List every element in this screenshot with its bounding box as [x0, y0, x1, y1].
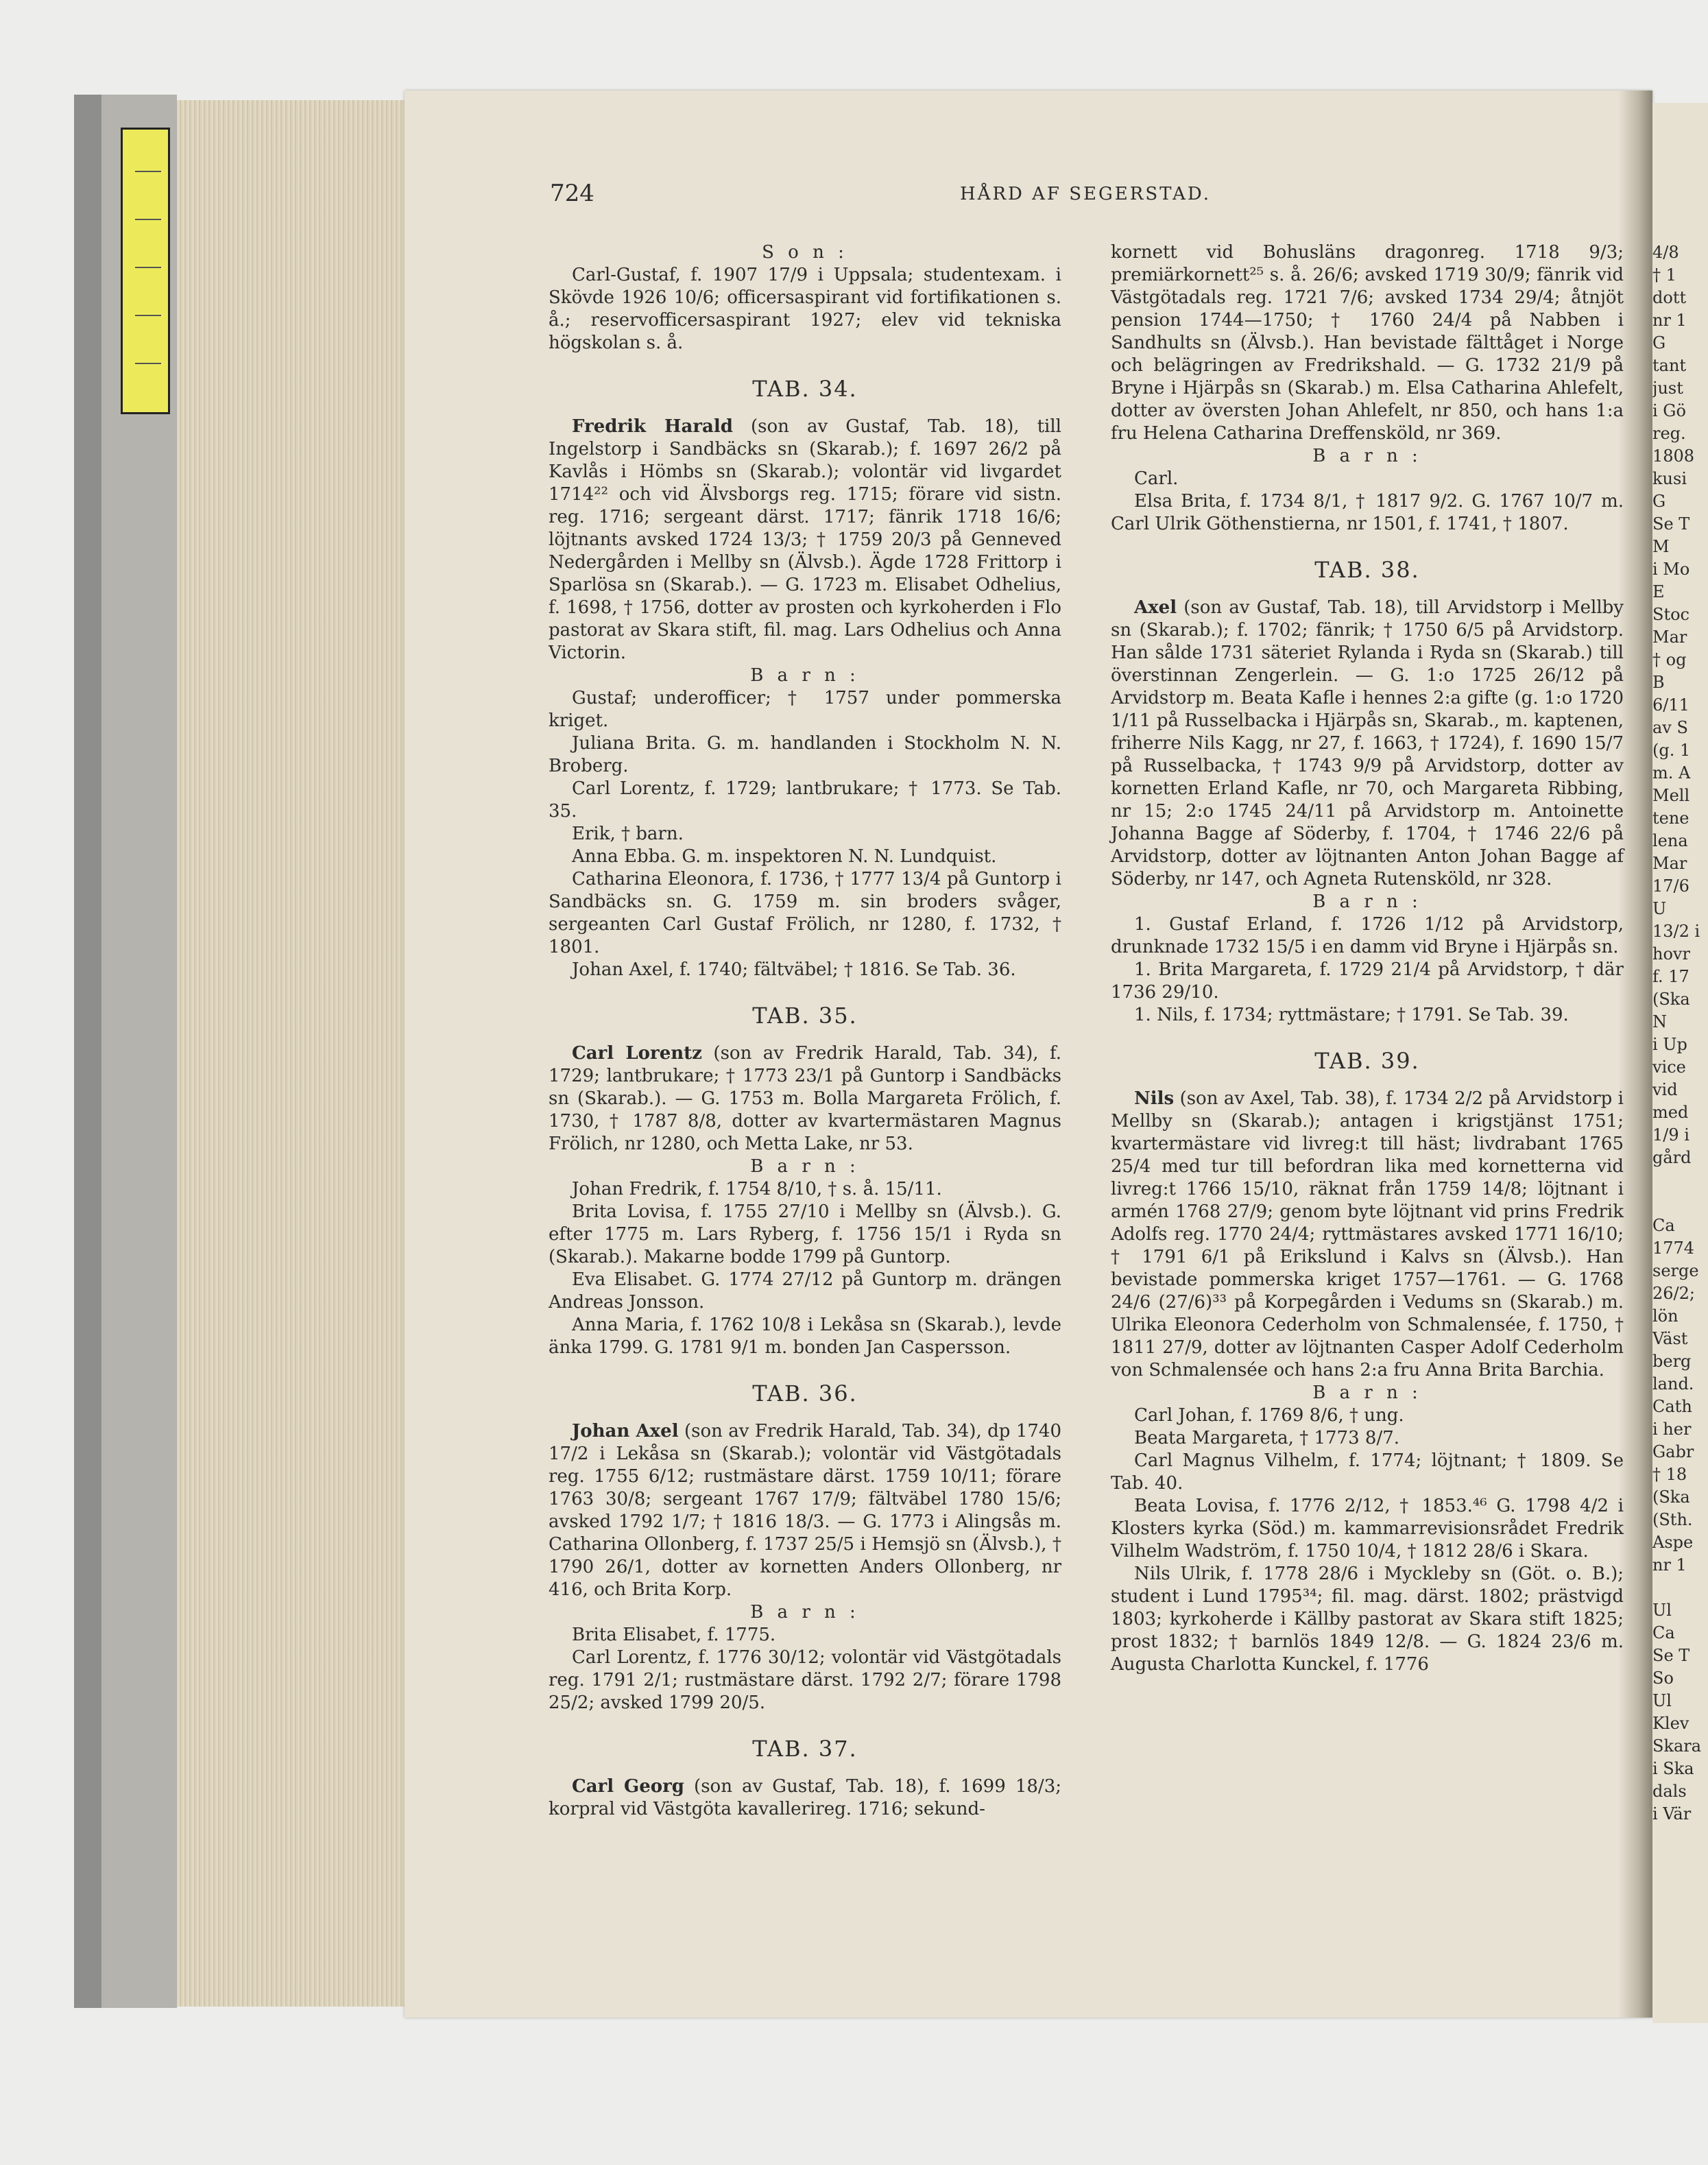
paragraph [1111, 241, 1624, 445]
facing-page-fragment: Ca [1652, 1623, 1675, 1642]
paragraph-text: (son av Gustaf, Tab. 18), f. 1699 18/3; korpral vid Västgöta kavallerireg. 1716; sekund- [549, 1776, 1061, 1819]
paragraph-text: (son av Fredrik Harald, Tab. 34), f. 1729; lantbrukare; † 1773 23/1 på Guntorp i Sandbäcks sn (Skarab.). — G. 1753 m. Bolla Margareta Frölich, f. 1730, † 1787 8/8, dotter av kvartermästaren Magnus Frölich, nr 1280, och Metta Lake, nr 53. [549, 1043, 1061, 1154]
children-heading [1111, 445, 1624, 468]
child-entry [549, 1269, 1061, 1314]
table-heading [549, 1005, 1061, 1027]
facing-page-fragment: U [1652, 899, 1667, 918]
paragraph [549, 264, 1061, 355]
child-entry [549, 1201, 1061, 1269]
facing-page-fragment: i Vär [1652, 1804, 1692, 1823]
facing-page-fragment: Stoc [1652, 605, 1689, 624]
paragraph-text: Beata Lovisa, f. 1776 2/12, † 1853.⁴⁶ G. 1798 4/2 i Klosters kyrka (Söd.) m. kammarrevisionsrådet Fredrik Vilhelm Wadström, f. 1750 10/4, † 1812 28/6 i Skara. [1111, 1496, 1624, 1562]
facing-page-fragment: Se T [1652, 514, 1690, 534]
page-edges [177, 100, 410, 2007]
child-entry [549, 959, 1061, 981]
paragraph-text: Anna Maria, f. 1762 10/8 i Lekåsa sn (Skarab.), levde änka 1799. G. 1781 9/1 m. bonden Jan Caspersson. [549, 1315, 1061, 1358]
facing-page-fragment: (Sth. [1652, 1510, 1693, 1529]
facing-page-fragment: 1774 [1652, 1239, 1695, 1258]
paragraph-text: TAB. 37. [752, 1736, 858, 1762]
facing-page-fragment: i Ska [1652, 1759, 1694, 1778]
person-name: Carl Georg [572, 1776, 684, 1797]
facing-page-fragment: 17/6 [1652, 876, 1689, 896]
children-heading [1111, 891, 1624, 913]
paragraph-text: Brita Lovisa, f. 1755 27/10 i Mellby sn (Älvsb.). G. efter 1775 m. Lars Ryberg, f. 1756 15/1 i Ryda sn (Skarab.). Makarne bodde 1799 på Guntorp. [549, 1201, 1061, 1267]
facing-page-text [1652, 241, 1708, 1970]
paragraph-text: Gustaf; underofficer; † 1757 under pommerska kriget. [549, 688, 1061, 731]
person-name: Johan Axel [572, 1421, 679, 1442]
child-entry [549, 823, 1061, 846]
facing-page-fragment: † 1 [1652, 265, 1676, 285]
paragraph-text: 1. Nils, f. 1734; ryttmästare; † 1791. Se Tab. 39. [1134, 1005, 1569, 1025]
facing-page-fragment: lena [1652, 831, 1688, 850]
facing-page-fragment: just [1652, 379, 1683, 398]
facing-page-fragment: nr 1 [1652, 1555, 1687, 1575]
paragraph [549, 1420, 1061, 1601]
facing-page-fragment: tene [1652, 809, 1689, 828]
facing-page-fragment: (g. 1 [1652, 741, 1691, 760]
child-entry [1111, 1563, 1624, 1676]
right-text-column [1111, 241, 1624, 1676]
facing-page-fragment [1652, 1169, 1708, 1192]
facing-page-fragment: m. A [1652, 763, 1691, 782]
child-entry [549, 778, 1061, 823]
child-entry [1111, 490, 1624, 536]
paragraph-text: kornett vid Bohusläns dragonreg. 1718 9/3; premiärkornett²⁵ s. å. 26/6; avsked 1719 30/9; fänrik vid Västgötadals reg. 1721 7/6; avsked 1734 29/4; åtnjöt pension 1744—1750; † 1760 24/4 på Nabben i Sandhults sn (Älvsb.). Han bevistade fälttåget i Norge och belägringen av Fredrikshald. — G. 1732 21/9 på Bryne i Hjärpås sn (Skarab.) m. Elsa Catharina Ahlefelt, dotter av översten Johan Ahlefelt, nr 850, och hans 1:a fru Helena Catharina Dreffensköld, nr 369. [1111, 242, 1624, 444]
paragraph-text: B a r n : [1312, 892, 1422, 912]
facing-page-fragment: i Mo [1652, 560, 1690, 579]
paragraph [1111, 1088, 1624, 1382]
child-entry [1111, 913, 1624, 959]
paragraph-text: S o n : [762, 242, 848, 263]
facing-page-fragment: dott [1652, 288, 1687, 307]
child-entry [549, 1624, 1061, 1647]
paragraph-text: Johan Fredrik, f. 1754 8/10, † s. å. 15/11. [572, 1179, 942, 1199]
paragraph-text: Carl Lorentz, f. 1776 30/12; volontär vid Västgötadals reg. 1791 2/1; rustmästare därst. 1792 2/7; förare 1798 25/2; avsked 1799 20/5. [549, 1647, 1061, 1713]
children-heading [549, 665, 1061, 687]
facing-page-fragment: kusi [1652, 469, 1687, 488]
paragraph-text: (son av Gustaf, Tab. 18), till Arvidstorp i Mellby sn (Skarab.); f. 1702; fänrik; † 1750 6/5 på Arvidstorp. Han sålde 1731 säteriet Rylanda i Ryda sn (Skarab.) till överstinnan Zengerlein. — G. 1:o 1725 26/12 på Arvidstorp m. Beata Kafle i hennes 2:a gifte (g. 1:o 1720 1/11 på Russelbacka i Hjärpås sn, Skarab., m. kaptenen, friherre Nils Kagg, nr 27, f. 1663, † 1724), f. 1690 15/7 på Russelbacka, † 1743 9/9 på Arvidstorp, dotter av kornetten Erland Kafle, nr 70, och Margareta Ribbing, nr 15; 2:o 1745 24/11 på Arvidstorp m. Antoinette Johanna Bagge af Söderby, f. 1704, † 1746 22/6 på Arvidstorp, dotter av löjtnanten Anton Johan Bagge af Söderby, nr 147, och Agneta Rutensköld, nr 328. [1111, 597, 1624, 889]
paragraph-text: (son av Fredrik Harald, Tab. 34), dp 1740 17/2 i Lekåsa sn (Skarab.); volontär vid Västgötadals reg. 1755 6/12; rustmästare därst. 1759 10/11; förare 1763 30/8; sergeant 1767 17/9; fältväbel 1780 15/6; avsked 1792 1/7; † 1816 18/3. — G. 1773 i Alingsås m. Catharina Ollonberg, f. 1737 25/5 i Hemsjö sn (Älvsb.), † 1790 26/1, dotter av kornetten Anders Ollonberg, nr 416, och Brita Korp. [549, 1421, 1061, 1600]
facing-page-fragment: 6/11 [1652, 695, 1689, 715]
paragraph [1111, 597, 1624, 891]
child-entry [1111, 1004, 1624, 1027]
child-entry [549, 1178, 1061, 1201]
table-heading [549, 1738, 1061, 1760]
facing-page-fragment: Mar [1652, 854, 1687, 873]
paragraph-text: B a r n : [1312, 446, 1422, 466]
facing-page-fragment: reg. [1652, 424, 1686, 443]
facing-page-fragment: G [1652, 492, 1666, 511]
paragraph-text: Carl Johan, f. 1769 8/6, † ung. [1134, 1405, 1404, 1426]
facing-page-fragment [1652, 1577, 1708, 1599]
paragraph-text: 1. Brita Margareta, f. 1729 21/4 på Arvidstorp, † där 1736 29/10. [1111, 959, 1624, 1003]
child-entry [1111, 1427, 1624, 1450]
facing-page-fragment: tant [1652, 356, 1687, 375]
facing-page-fragment: Ul [1652, 1691, 1672, 1710]
children-heading [549, 1156, 1061, 1178]
paragraph-text: Catharina Eleonora, f. 1736, † 1777 13/4 på Guntorp i Sandbäcks sn. G. 1759 m. sin broders svåger, sergeanten Carl Gustaf Frölich, nr 1280, f. 1732, † 1801. [549, 869, 1061, 957]
facing-page-fragment: Ul [1652, 1601, 1672, 1620]
child-entry [1111, 468, 1624, 490]
facing-page-fragment: So [1652, 1668, 1674, 1688]
paragraph-text: B a r n : [750, 1156, 860, 1177]
paragraph-text: Carl Lorentz, f. 1729; lantbrukare; † 1773. Se Tab. 35. [549, 778, 1061, 822]
facing-page-fragment: (Ska [1652, 1487, 1690, 1507]
paragraph-text: TAB. 34. [752, 376, 858, 402]
paragraph-text: TAB. 39. [1314, 1048, 1420, 1074]
facing-page-fragment: Mell [1652, 786, 1690, 805]
paragraph [549, 1042, 1061, 1156]
facing-page-fragment: i Gö [1652, 401, 1686, 420]
paragraph-text: Beata Margareta, † 1773 8/7. [1134, 1428, 1400, 1448]
facing-page-fragment: vid [1652, 1080, 1678, 1099]
facing-page-fragment: Skara [1652, 1736, 1702, 1756]
table-heading [549, 1380, 1061, 1407]
facing-page-fragment: land. [1652, 1374, 1694, 1394]
paragraph-text: (son av Axel, Tab. 38), f. 1734 2/2 på Arvidstorp i Mellby sn (Skarab.); antagen i krigstjänst 1751; kvartermästare vid livreg:t till häst; livdrabant 1765 25/4 med tur till befordran lika med kornetterna vid livreg:t 1766 15/10, räknat från 1759 14/8; löjtnant i armén 1768 27/9; genom byte löjtnant vid prins Fredrik Adolfs reg. 1770 24/4; ryttmästares avsked 1771 16/10; † 1791 6/1 på Erikslund i Kalvs sn (Älvsb.). Han bevistade pommerska kriget 1757—1761. — G. 1768 24/6 (27/6)³³ på Korpegården i Vedums sn (Skarab.) m. Ulrika Eleonora Cederholm von Schmalensée, f. 1750, † 1811 27/9, dotter av löjtnanten Casper Adolf Cederholm von Schmalensée och hans 2:a fru Anna Brita Barchia. [1111, 1088, 1624, 1380]
person-name: Nils [1134, 1088, 1175, 1109]
facing-page-fragment: Klev [1652, 1714, 1689, 1733]
left-text-column [549, 241, 1061, 1821]
facing-page-fragment: vice [1652, 1057, 1686, 1077]
child-entry [1111, 959, 1624, 1004]
paragraph [549, 416, 1061, 665]
facing-page-fragment: hovr [1652, 944, 1690, 964]
paragraph-text: Carl-Gustaf, f. 1907 17/9 i Uppsala; studentexam. i Skövde 1926 10/6; officersaspirant vid fortifikationen s. å.; reservofficersaspirant 1927; elev vid tekniska högskolan s. å. [549, 265, 1061, 353]
facing-page-fragment: 4/8 [1652, 243, 1679, 262]
child-entry [549, 846, 1061, 868]
paragraph-text: Brita Elisabet, f. 1775. [572, 1625, 776, 1645]
facing-page-fragment: Se T [1652, 1646, 1690, 1665]
facing-page-fragment: 13/2 i [1652, 922, 1700, 941]
facing-page-fragment: Aspe [1652, 1533, 1694, 1552]
paragraph-text: Elsa Brita, f. 1734 8/1, † 1817 9/2. G. 1767 10/7 m. Carl Ulrik Göthenstierna, nr 1501, f. 1741, † 1807. [1111, 491, 1624, 534]
person-name: Fredrik Harald [572, 416, 733, 437]
facing-page-fragment: E [1652, 582, 1665, 601]
facing-page-fragment: † og [1652, 650, 1687, 669]
facing-page-fragment: 26/2; [1652, 1284, 1695, 1303]
facing-page-fragment: dals [1652, 1782, 1687, 1801]
running-head: HÅRD AF SEGERSTAD. [960, 184, 1212, 204]
table-heading [549, 378, 1061, 400]
facing-page-fragment: † 18 [1652, 1465, 1687, 1484]
facing-page-fragment: i Up [1652, 1035, 1687, 1054]
paragraph-text: 1. Gustaf Erland, f. 1726 1/12 på Arvidstorp, drunknade 1732 15/5 i en damm vid Bryne i Hjärpås sn. [1111, 914, 1624, 957]
paragraph-text: B a r n : [750, 1602, 860, 1623]
paragraph-text: Eva Elisabet. G. 1774 27/12 på Guntorp m. drängen Andreas Jonsson. [549, 1269, 1061, 1313]
paragraph-text: TAB. 38. [1314, 557, 1420, 583]
children-heading [549, 241, 1061, 264]
child-entry [549, 687, 1061, 732]
paragraph-text: Juliana Brita. G. m. handlanden i Stockholm N. N. Broberg. [549, 733, 1061, 776]
paragraph-text: Carl. [1134, 468, 1179, 489]
facing-page-fragment: Gabr [1652, 1442, 1694, 1461]
facing-page-fragment: N [1652, 1012, 1667, 1031]
paragraph-text: B a r n : [1312, 1383, 1422, 1403]
facing-page-fragment: 1/9 i [1652, 1125, 1689, 1145]
paragraph-text: Nils Ulrik, f. 1778 28/6 i Myckleby sn (Göt. o. B.); student i Lund 1795³⁴; fil. mag. därst. 1802; prästvigd 1803; kyrkoherde i Källby pastorat av Skara stift 1825; prost 1832; † barnlös 1849 12/8. — G. 1824 23/6 m. Augusta Charlotta Kunckel, f. 1776 [1111, 1564, 1624, 1675]
paragraph-text: TAB. 36. [752, 1380, 858, 1407]
paragraph-text: (son av Gustaf, Tab. 18), till Ingelstorp i Sandbäcks sn (Skarab.); f. 1697 26/2 på Kavlås i Hömbs sn (Skarab.); volontär vid livgardet 1714²² och vid Älvsborgs reg. 1715; förare vid sistn. reg. 1716; sergeant därst. 1717; fänrik 1718 16/6; löjtnants avsked 1724 13/3; † 1759 20/3 på Genneved Nedergården i Mellby sn (Älvsb.). Ägde 1728 Frittorp i Sparlösa sn (Skarab.). — G. 1723 m. Elisabet Odhelius, f. 1698, † 1756, dotter av prosten och kyrkoherden i Flo pastorat av Skara stift, fil. mag. Lars Odhelius och Anna Victorin. [549, 416, 1061, 663]
facing-page-fragment: nr 1 [1652, 311, 1687, 330]
person-name: Axel [1134, 597, 1177, 618]
facing-page-fragment: (Ska [1652, 990, 1690, 1009]
facing-page-fragment: f. 17 [1652, 967, 1689, 986]
book-cover-edge [74, 95, 101, 2008]
paragraph-text: Carl Magnus Vilhelm, f. 1774; löjtnant; † 1809. Se Tab. 40. [1111, 1450, 1624, 1494]
child-entry [1111, 1450, 1624, 1495]
table-heading [1111, 559, 1624, 582]
paragraph [549, 1775, 1061, 1821]
facing-page-fragment: i her [1652, 1420, 1692, 1439]
child-entry [549, 1314, 1061, 1359]
children-heading [549, 1601, 1061, 1624]
child-entry [549, 1647, 1061, 1714]
facing-page-fragment: Väst [1652, 1329, 1688, 1348]
facing-page-fragment: med [1652, 1103, 1689, 1122]
facing-page-fragment: M [1652, 537, 1670, 556]
paragraph-text: TAB. 35. [752, 1003, 858, 1029]
facing-page-fragment: B [1652, 673, 1665, 692]
page-number: 724 [550, 180, 594, 207]
child-entry [1111, 1404, 1624, 1427]
facing-page-fragment: serge [1652, 1261, 1699, 1280]
facing-page-fragment: berg [1652, 1352, 1692, 1371]
child-entry [1111, 1495, 1624, 1563]
paragraph-text: Erik, † barn. [572, 824, 684, 844]
facing-page-fragment: av S [1652, 718, 1688, 737]
library-label [121, 128, 170, 414]
facing-page-fragment: Cath [1652, 1397, 1692, 1416]
child-entry [549, 732, 1061, 778]
table-heading [1111, 1050, 1624, 1073]
facing-page-fragment: 1808 [1652, 446, 1695, 466]
facing-page-fragment: Ca [1652, 1216, 1675, 1235]
paragraph-text: Johan Axel, f. 1740; fältväbel; † 1816. Se Tab. 36. [572, 959, 1016, 980]
facing-page-fragment: gård [1652, 1148, 1692, 1167]
child-entry [549, 868, 1061, 959]
paragraph-text: Anna Ebba. G. m. inspektoren N. N. Lundquist. [572, 846, 997, 867]
facing-page-fragment: G [1652, 333, 1666, 352]
children-heading [1111, 1382, 1624, 1404]
facing-page-fragment [1652, 1192, 1708, 1215]
person-name: Carl Lorentz [572, 1043, 702, 1064]
paragraph-text: B a r n : [750, 665, 860, 686]
facing-page-fragment: Mar [1652, 627, 1687, 647]
facing-page-fragment: lön [1652, 1306, 1679, 1326]
